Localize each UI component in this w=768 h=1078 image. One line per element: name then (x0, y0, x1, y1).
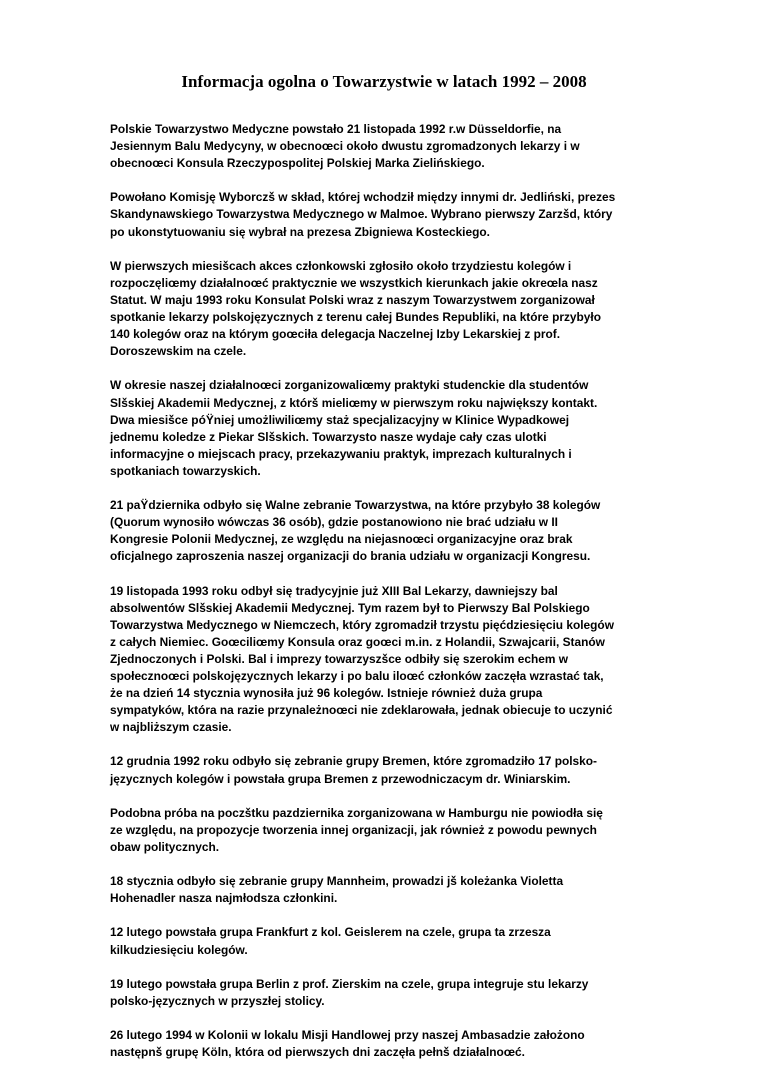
paragraph-line: 19 listopada 1993 roku odbył się tradycyjnie już XIII Bal Lekarzy, dawniejszy bal (110, 583, 558, 598)
paragraph-line: sympatyków, która na razie przynależnoœci nie zdeklarowała, jednak obiecuje to uczynić (110, 703, 613, 718)
paragraph (110, 258, 665, 361)
paragraph-line: ze względu, na propozycje tworzenia innej organizacji, jak również z powodu pewnych (110, 822, 597, 837)
paragraph-line: obaw politycznych. (110, 839, 220, 854)
paragraph-line: kilkudziesięciu kolegów. (110, 942, 248, 957)
paragraph-line: Polskie Towarzystwo Medyczne powstało 21 listopada 1992 r.w Düsseldorfie, na (110, 122, 562, 136)
paragraph (110, 924, 665, 958)
paragraph-line: Zjednoczonych i Polski. Bal i imprezy towarzyszšce odbiły się szerokim echem w (110, 651, 568, 666)
paragraph-line: Statut. W maju 1993 roku Konsulat Polski wraz z naszym Towarzystwem zorganizował (110, 292, 595, 307)
paragraph-line: W okresie naszej działalnoœci zorganizowaliœmy praktyki studenckie dla studentów (110, 378, 589, 393)
paragraph-line: Kongresie Polonii Medycznej, ze względu na niejasnoœci organizacyjne oraz brak (110, 532, 573, 547)
paragraph (110, 377, 665, 480)
paragraph-line: W pierwszych miesišcach akces członkowski zgłosiło około trzydziestu kolegów i (110, 258, 572, 273)
paragraph-line: absolwentów Slšskiej Akademii Medycznej. Tym razem był to Pierwszy Bal Polskiego (110, 600, 590, 615)
paragraph-line: z całych Niemiec. Goœciliœmy Konsula oraz goœci m.in. z Holandii, Szwajcarii, Stanów (110, 634, 605, 649)
paragraph-line: Hohenadler nasza najmłodsza członkini. (110, 891, 338, 906)
paragraph (110, 1027, 665, 1061)
paragraph-line: 21 paŸdziernika odbyło się Walne zebranie Towarzystwa, na które przybyło 38 kolegów (110, 498, 601, 513)
paragraph-line: Dwa miesišce póŸniej umożliwiliœmy staż specjalizacyjny w Klinice Wypadkowej (110, 412, 570, 427)
paragraph-line: języcznych kolegów i powstała grupa Bremen z przewodniczacym dr. Winiarskim. (110, 771, 571, 786)
paragraph-line: 12 lutego powstała grupa Frankfurt z kol. Geislerem na czele, grupa ta zrzesza (110, 925, 551, 940)
paragraph-line: następnš grupę Köln, która od pierwszych dni zaczęła pełnš działalnoœć. (110, 1045, 525, 1060)
paragraph (110, 753, 665, 787)
paragraph-line: (Quorum wynosiło wówczas 36 osób), gdzie postanowiono nie brać udziału w II (110, 515, 558, 530)
paragraph (110, 805, 665, 856)
paragraph-line: oficjalnego zaproszenia naszej organizacji do brania udziału w organizacji Kongresu. (110, 549, 591, 564)
paragraph-line: 140 kolegów oraz na którym goœciła delegacja Naczelnej Izby Lekarskiej z prof. (110, 327, 561, 342)
paragraph-line: spotkaniach towarzyskich. (110, 463, 261, 478)
paragraph (110, 583, 665, 737)
paragraph-line: społecznoœci polskojęzycznych lekarzy i po balu iloœć członków zaczęła wzrastać tak, (110, 669, 604, 683)
paragraph-line: że na dzień 14 stycznia wynosiła już 96 kolegów. Istnieje również duża grupa (110, 686, 543, 701)
paragraph-line: polsko-języcznych w przyszłej stolicy. (110, 993, 325, 1008)
paragraph-line: Powołano Komisję Wyborczš w skład, której wchodził między innymi dr. Jedliński, prezes (110, 190, 616, 205)
paragraph (110, 873, 665, 907)
paragraph-line: Towarzystwa Medycznego w Niemczech, który zgromadził trzystu pięćdziesięciu kolegów (110, 617, 614, 632)
paragraph (110, 121, 665, 172)
paragraph-line: 26 lutego 1994 w Kolonii w lokalu Misji Handlowej przy naszej Ambasadzie założono (110, 1027, 585, 1042)
paragraph-line: 18 stycznia odbyło się zebranie grupy Mannheim, prowadzi jš koleżanka Violetta (110, 874, 564, 889)
paragraph (110, 976, 665, 1010)
paragraph-line: spotkanie lekarzy polskojęzycznych z terenu całej Bundes Republiki, na które przybyło (110, 310, 601, 325)
paragraph-line: rozpoczęliœmy działalnoœć praktycznie we wszystkich kierunkach jakie okreœla nasz (110, 275, 598, 290)
paragraph-line: Slšskiej Akademii Medycznej, z którš mieliœmy w pierwszym roku największy kontakt. (110, 395, 598, 410)
paragraph (110, 497, 665, 565)
paragraph-line: obecnoœci Konsula Rzeczypospolitej Polskiej Marka Zielińskiego. (110, 156, 485, 171)
paragraph-line: 19 lutego powstała grupa Berlin z prof. Zierskim na czele, grupa integruje stu lekarzy (110, 976, 589, 991)
paragraph (110, 189, 665, 240)
document-title: Informacja ogolna o Towarzystwie w latach 1992 – 2008 (181, 72, 587, 91)
paragraph-line: Skandynawskiego Towarzystwa Medycznego w Malmoe. Wybrano pierwszy Zarzšd, który (110, 207, 613, 222)
paragraph-line: jednemu koledze z Piekar Slšskich. Towarzysto nasze wydaje cały czas ulotki (110, 429, 547, 444)
paragraph-line: 12 grudnia 1992 roku odbyło się zebranie grupy Bremen, które zgromadziło 17 polsko- (110, 754, 597, 769)
paragraph-line: w najbliższym czasie. (110, 720, 232, 735)
document-body (110, 121, 665, 1078)
paragraph-line: po ukonstytuowaniu się wybrał na prezesa Zbigniewa Kosteckiego. (110, 224, 490, 239)
paragraph-line: informacyjne o miejscach pracy, przekazywaniu praktyk, imprezach kulturalnych i (110, 446, 572, 461)
paragraph-line: Jesiennym Balu Medycyny, w obecnoœci około dwustu zgromadzonych lekarzy i w (110, 139, 580, 154)
paragraph-line: Podobna próba na poczštku pazdziernika zorganizowana w Hamburgu nie powiodła się (110, 805, 603, 820)
paragraph-line: Doroszewskim na czele. (110, 344, 247, 359)
